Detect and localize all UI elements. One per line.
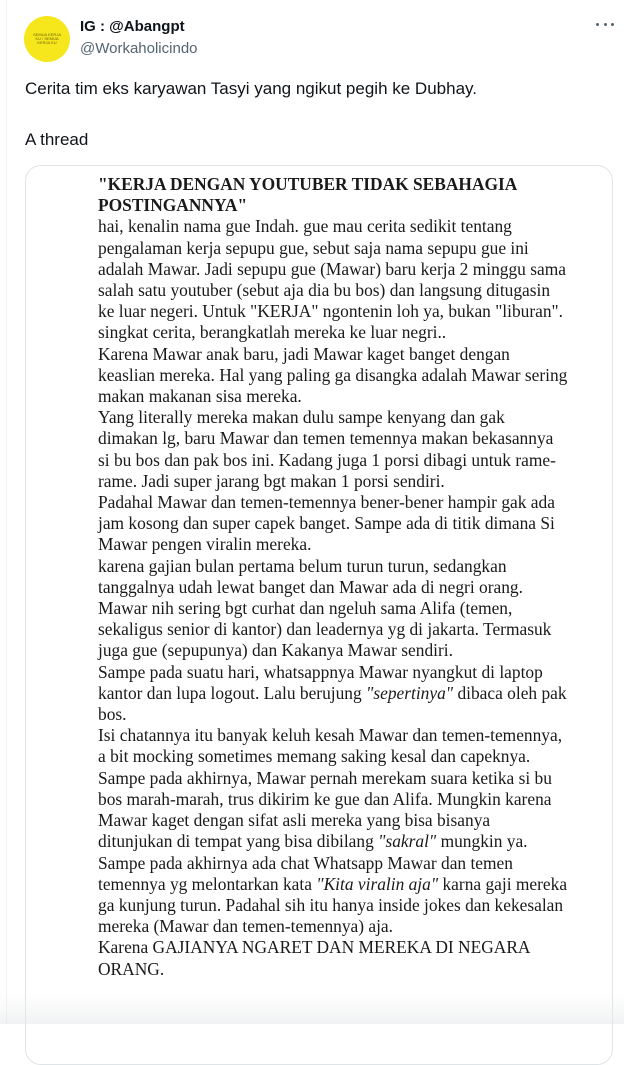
document-title xyxy=(98,174,568,216)
tweet-text-thread: A thread xyxy=(25,130,89,149)
avatar-text: SEMUA KERJA KU / SEMUA KERJA KU xyxy=(32,32,61,45)
paragraph xyxy=(98,725,568,852)
tweet-text: Cerita tim eks karyawan Tasyi yang ngikut pegih ke Dubhay. xyxy=(25,79,477,98)
paragraph-text: Isi chatannya itu banyak keluh kesah Mawar dan temen-temennya, a bit mocking sometimes memang saking kesal dan capeknya. Sampe pada akhirnya, Mawar pernah merekam suara ketika si bu bos marah-marah, trus dikirim ke gue dan Alifa. Mungkin karena Mawar kaget dengan sifat asli mereka yang bisa bisanya ditunjukan di tempat yang bisa dibilang xyxy=(98,725,563,852)
paragraph-text: mungkin ya. xyxy=(436,831,528,852)
paragraph-text: Sampe pada akhirnya ada chat Whatsapp Mawar dan temen temennya yg melontarkan kata xyxy=(98,852,513,894)
document-title-line1: "KERJA DENGAN YOUTUBER TIDAK SEBAHAGIA xyxy=(98,174,518,194)
paragraph xyxy=(98,662,568,726)
paragraph: Yang literally mereka makan dulu sampe kenyang dan gak dimakan lg, baru Mawar dan temen temennya makan bekasannya si bu bos dan pak bos ini. Kadang juga 1 porsi dibagi untuk rame-rame. Jadi super jarang bgt makan 1 porsi sendiri. xyxy=(98,407,556,491)
paragraph-text: karna gaji mereka ga kunjung turun. Padahal sih itu hanya inside jokes dan kekesalan mereka (Mawar dan temen-temennya) aja. xyxy=(98,873,568,937)
avatar[interactable] xyxy=(24,16,70,62)
image-document-text xyxy=(98,174,568,980)
paragraph: Padahal Mawar dan temen-temennya bener-bener hampir gak ada jam kosong dan super capek banget. Sampe ada di titik dimana Si Mawar pengen viralin mereka. xyxy=(98,492,555,555)
paragraph: Karena Mawar anak baru, jadi Mawar kaget banget dengan keaslian mereka. Hal yang paling ga disangka adalah Mawar sering makan makanan sisa mereka. xyxy=(98,343,568,407)
more-dot xyxy=(611,23,614,26)
more-icon[interactable] xyxy=(596,18,614,30)
document-title-line2: POSTINGANNYA" xyxy=(98,195,248,216)
paragraph-italic: "sakral" xyxy=(378,831,437,852)
paragraph: karena gajian bulan pertama belum turun turun, sedangkan tanggalnya udah lewat banget dan Mawar ada di negri orang. Mawar nih sering bgt curhat dan ngeluh sama Alifa (temen, sekaligus senior di kantor) dan leadernya yg di jakarta. Termasuk juga gue (sepupunya) dan Kakanya Mawar sendiri. xyxy=(98,555,552,661)
more-dot xyxy=(596,23,599,26)
paragraph-italic: "sepertinya" xyxy=(366,682,454,703)
author-handle[interactable]: @Workaholicindo xyxy=(80,40,198,57)
author-display-name[interactable]: IG : @Abangpt xyxy=(80,18,185,35)
paragraph-italic: "Kita viralin aja" xyxy=(316,873,439,894)
paragraph-text: dibaca oleh pak bos. xyxy=(98,682,567,725)
more-dot xyxy=(604,23,607,26)
paragraph xyxy=(98,853,568,938)
tweet-image-card[interactable] xyxy=(25,165,613,1065)
paragraph-text: Sampe pada suatu hari, whatsappnya Mawar nyangkut di laptop kantor dan lupa logout. Lalu berujung xyxy=(98,661,543,703)
paragraph: hai, kenalin nama gue Indah. gue mau cerita sedikit tentang pengalaman kerja sepupu gue, sebut saja nama sepupu gue ini adalah Mawar. Jadi sepupu gue (Mawar) baru kerja 2 minggu sama salah satu youtuber (sebut aja dia bu bos) dan langsung ditugasin ke luar negeri. Untuk "KERJA" ngontenin loh ya, bukan "liburan". singkat cerita, berangkatlah mereka ke luar negri.. xyxy=(98,216,566,343)
paragraph: Karena GAJIANYA NGARET DAN MEREKA DI NEGARA ORANG. xyxy=(98,937,530,979)
